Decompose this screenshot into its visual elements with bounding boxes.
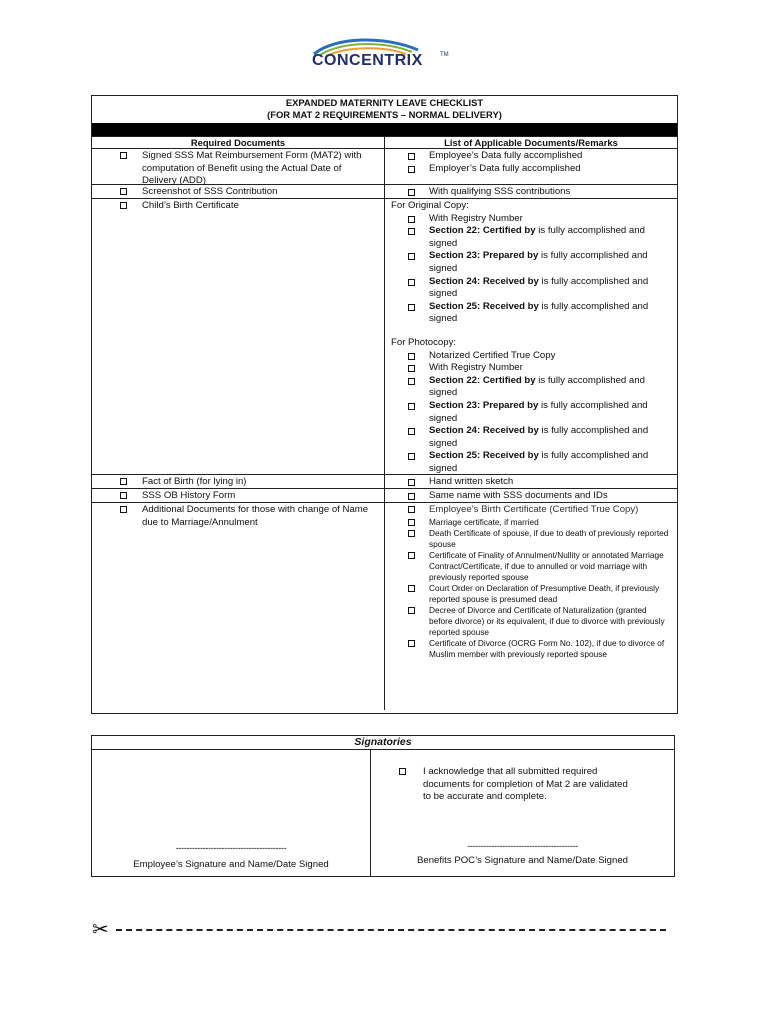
required-cell bbox=[92, 149, 385, 187]
remark-item: Section 23: Prepared by is fully accomplished and signed bbox=[385, 400, 677, 425]
poc-signature-line[interactable]: ----------------------------------------- bbox=[467, 841, 578, 851]
remark-item: Employee’s Birth Certificate (Certified True Copy) bbox=[385, 504, 677, 517]
poc-signature-block bbox=[371, 750, 674, 877]
checkbox[interactable] bbox=[408, 479, 415, 486]
checkbox[interactable] bbox=[408, 189, 415, 196]
required-text: Signed SSS Mat Reimbursement Form (MAT2) with computation of Benefit using the Actual Date of Delivery (ADD) bbox=[142, 150, 362, 187]
acknowledgement-checkbox[interactable] bbox=[399, 768, 406, 775]
acknowledgement bbox=[423, 766, 633, 804]
remark-item: Section 23: Prepared by is fully accomplished and signed bbox=[385, 250, 677, 275]
table-row-ob-history bbox=[92, 489, 677, 503]
concentrix-logo bbox=[306, 38, 476, 74]
remarks-cell bbox=[385, 503, 677, 710]
checkbox[interactable] bbox=[408, 353, 415, 360]
scissors-icon: ✂ bbox=[92, 919, 109, 941]
cut-line bbox=[92, 918, 672, 944]
column-headers bbox=[92, 136, 677, 149]
checkbox[interactable] bbox=[408, 304, 415, 311]
remark-item: Employee’s Data fully accomplished bbox=[385, 150, 677, 163]
logo-trademark: TM bbox=[440, 52, 449, 58]
required-text: Child’s Birth Certificate bbox=[142, 200, 239, 211]
employee-signature-block bbox=[92, 750, 371, 877]
checkbox[interactable] bbox=[408, 403, 415, 410]
remarks-cell bbox=[385, 489, 677, 502]
checkbox[interactable] bbox=[120, 202, 127, 209]
remark-item: With Registry Number bbox=[385, 362, 677, 375]
checkbox[interactable] bbox=[408, 428, 415, 435]
remark-item: Section 25: Received by is fully accomplished and signed bbox=[385, 450, 677, 475]
checklist-table bbox=[91, 95, 678, 714]
remark-item: Hand written sketch bbox=[385, 476, 677, 489]
remark-item: Court Order on Declaration of Presumptive Death, if previously reported spouse is presumed dead bbox=[385, 583, 677, 605]
remark-item: With Registry Number bbox=[385, 213, 677, 226]
required-text: Fact of Birth (for lying in) bbox=[142, 476, 247, 487]
table-row-birth-certificate bbox=[92, 199, 677, 475]
employee-signature-line[interactable]: ----------------------------------------- bbox=[175, 843, 287, 853]
remark-item: Notarized Certified True Copy bbox=[385, 350, 677, 363]
checkbox[interactable] bbox=[408, 552, 415, 559]
remark-item: Section 24: Received by is fully accomplished and signed bbox=[385, 276, 677, 301]
required-cell bbox=[92, 475, 385, 488]
checkbox[interactable] bbox=[408, 279, 415, 286]
remark-item: Section 24: Received by is fully accomplished and signed bbox=[385, 425, 677, 450]
checkbox[interactable] bbox=[408, 530, 415, 537]
signatories-title: Signatories bbox=[92, 736, 674, 750]
checkbox[interactable] bbox=[120, 492, 127, 499]
photocopy-label: For Photocopy: bbox=[391, 336, 457, 348]
poc-signature-caption: Benefits POC’s Signature and Name/Date Signed bbox=[416, 855, 628, 866]
required-text: Additional Documents for those with change of Name due to Marriage/Annulment bbox=[142, 504, 369, 528]
checkbox[interactable] bbox=[408, 153, 415, 160]
column-header-required: Required Documents bbox=[92, 137, 385, 148]
checkbox[interactable] bbox=[120, 152, 127, 159]
remark-item: Section 22: Certified by is fully accomplished and signed bbox=[385, 225, 677, 250]
remark-item: Employer’s Data fully accomplished bbox=[385, 163, 677, 176]
table-row-additional-documents bbox=[92, 503, 677, 710]
remark-item: Decree of Divorce and Certificate of Naturalization (granted before divorce) or its equivalent, if due to divorce with previously reported spouse bbox=[385, 605, 677, 638]
checkbox[interactable] bbox=[408, 228, 415, 235]
required-cell bbox=[92, 503, 385, 710]
remark-item: Certificate of Finality of Annulment/Nullity or annotated Marriage Contract/Certificate, if due to annulled or void marriage with previously reported spouse bbox=[385, 550, 677, 583]
remark-item: Death Certificate of spouse, if due to death of previously reported spouse bbox=[385, 528, 677, 550]
checkbox[interactable] bbox=[408, 585, 415, 592]
checklist-title bbox=[92, 96, 677, 123]
signatories-table bbox=[91, 735, 675, 877]
checkbox[interactable] bbox=[120, 478, 127, 485]
remark-item: Same name with SSS documents and IDs bbox=[385, 490, 677, 503]
remark-item: Marriage certificate, if married bbox=[385, 517, 677, 528]
column-header-remarks: List of Applicable Documents/Remarks bbox=[444, 137, 618, 148]
remark-item: With qualifying SSS contributions bbox=[385, 186, 677, 199]
checkbox[interactable] bbox=[120, 506, 127, 513]
required-text: SSS OB History Form bbox=[142, 490, 236, 501]
remark-item: Section 22: Certified by is fully accomplished and signed bbox=[385, 375, 677, 400]
checkbox[interactable] bbox=[408, 493, 415, 500]
required-cell bbox=[92, 199, 385, 474]
checkbox[interactable] bbox=[408, 506, 415, 513]
required-text: Screenshot of SSS Contribution bbox=[142, 186, 278, 197]
checkbox[interactable] bbox=[408, 253, 415, 260]
remarks-cell bbox=[385, 149, 677, 184]
checkbox[interactable] bbox=[408, 453, 415, 460]
checkbox[interactable] bbox=[408, 640, 415, 647]
checkbox[interactable] bbox=[408, 378, 415, 385]
checkbox[interactable] bbox=[408, 607, 415, 614]
checklist-title-line1: EXPANDED MATERNITY LEAVE CHECKLIST bbox=[285, 97, 484, 108]
signatories-body bbox=[92, 750, 674, 877]
required-cell bbox=[92, 489, 385, 502]
table-row-mat2 bbox=[92, 149, 677, 185]
remark-item: Certificate of Divorce (OCRG Form No. 102), if due to divorce of Muslim member with previously reported spouse bbox=[385, 638, 677, 660]
remarks-cell bbox=[385, 199, 677, 474]
remark-item: Section 25: Received by is fully accomplished and signed bbox=[385, 301, 677, 326]
required-cell bbox=[92, 185, 385, 198]
checkbox[interactable] bbox=[408, 166, 415, 173]
table-row-fact-of-birth bbox=[92, 475, 677, 489]
employee-signature-caption: Employee’s Signature and Name/Date Signed bbox=[133, 859, 329, 870]
checkbox[interactable] bbox=[408, 365, 415, 372]
remarks-cell bbox=[385, 185, 677, 198]
checkbox[interactable] bbox=[408, 519, 415, 526]
checklist-title-line2: (FOR MAT 2 REQUIREMENTS – NORMAL DELIVERY) bbox=[267, 109, 502, 120]
logo-text: CONCENTRIX bbox=[312, 52, 423, 69]
checkbox[interactable] bbox=[120, 188, 127, 195]
original-copy-label: For Original Copy: bbox=[391, 200, 469, 211]
checkbox[interactable] bbox=[408, 216, 415, 223]
dashed-cut-line bbox=[116, 929, 666, 931]
table-row-contribution bbox=[92, 185, 677, 199]
remarks-cell bbox=[385, 475, 677, 488]
header-band bbox=[92, 123, 677, 136]
acknowledgement-text: I acknowledge that all submitted required documents for completion of Mat 2 are validated to be accurate and complete. bbox=[423, 766, 628, 803]
